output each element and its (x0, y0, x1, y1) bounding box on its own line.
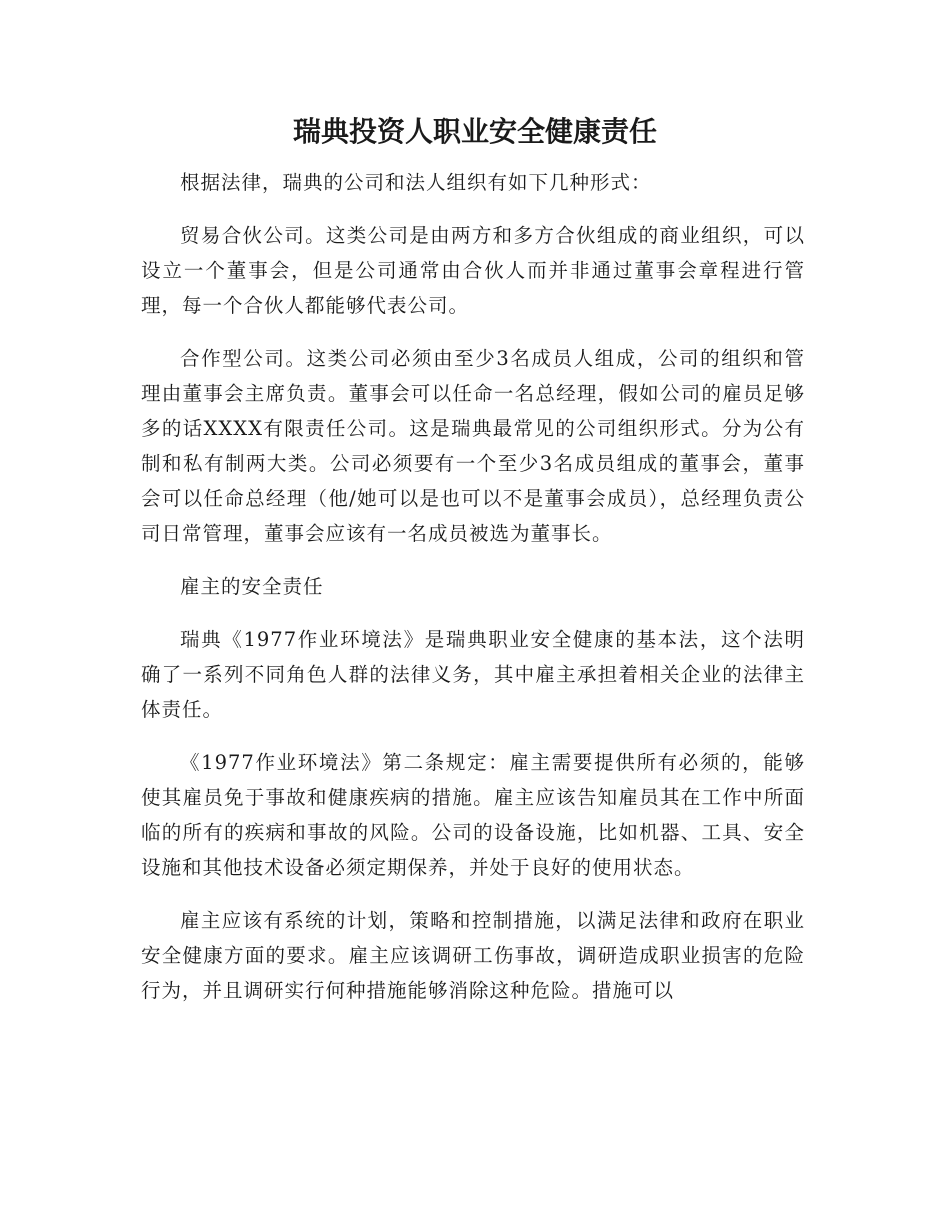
paragraph-cooperative-company: 合作型公司。这类公司必须由至少3名成员人组成，公司的组织和管理由董事会主席负责。董事会可以任命一名总经理，假如公司的雇员足够多的话XXXX有限责任公司。这是瑞典最常见的公司组织形式。分为公有制和私有制两大类。公司必须要有一个至少3名成员组成的董事会，董事会可以任命总经理（他/她可以是也可以不是董事会成员），总经理负责公司日常管理，董事会应该有一名成员被选为董事长。 (141, 347, 805, 545)
paragraph-work-environment-act: 瑞典《1977作业环境法》是瑞典职业安全健康的基本法，这个法明确了一系列不同角色人群的法律义务，其中雇主承担着相关企业的法律主体责任。 (141, 628, 805, 721)
section-heading-employer-safety: 雇主的安全责任 (180, 575, 324, 598)
document-body (141, 165, 805, 1026)
document-title: 瑞典投资人职业安全健康责任 (292, 115, 657, 148)
paragraph-company-forms-intro: 根据法律，瑞典的公司和法人组织有如下几种形式： (180, 171, 652, 194)
paragraph-trading-partnership: 贸易合伙公司。这类公司是由两方和多方合伙组成的商业组织，可以设立一个董事会，但是公司通常由合伙人而并非通过董事会章程进行管理，每一个合伙人都能够代表公司。 (141, 224, 805, 317)
paragraph-employer-planning: 雇主应该有系统的计划，策略和控制措施，以满足法律和政府在职业安全健康方面的要求。雇主应该调研工伤事故，调研造成职业损害的危险行为，并且调研实行何种措施能够消除这种危险。措施可以 (141, 909, 805, 1002)
paragraph-article-two: 《1977作业环境法》第二条规定：雇主需要提供所有必须的，能够使其雇员免于事故和健康疾病的措施。雇主应该告知雇员其在工作中所面临的所有的疾病和事故的风险。公司的设备设施，比如机器、工具、安全设施和其他技术设备必须定期保养，并处于良好的使用状态。 (141, 751, 805, 879)
